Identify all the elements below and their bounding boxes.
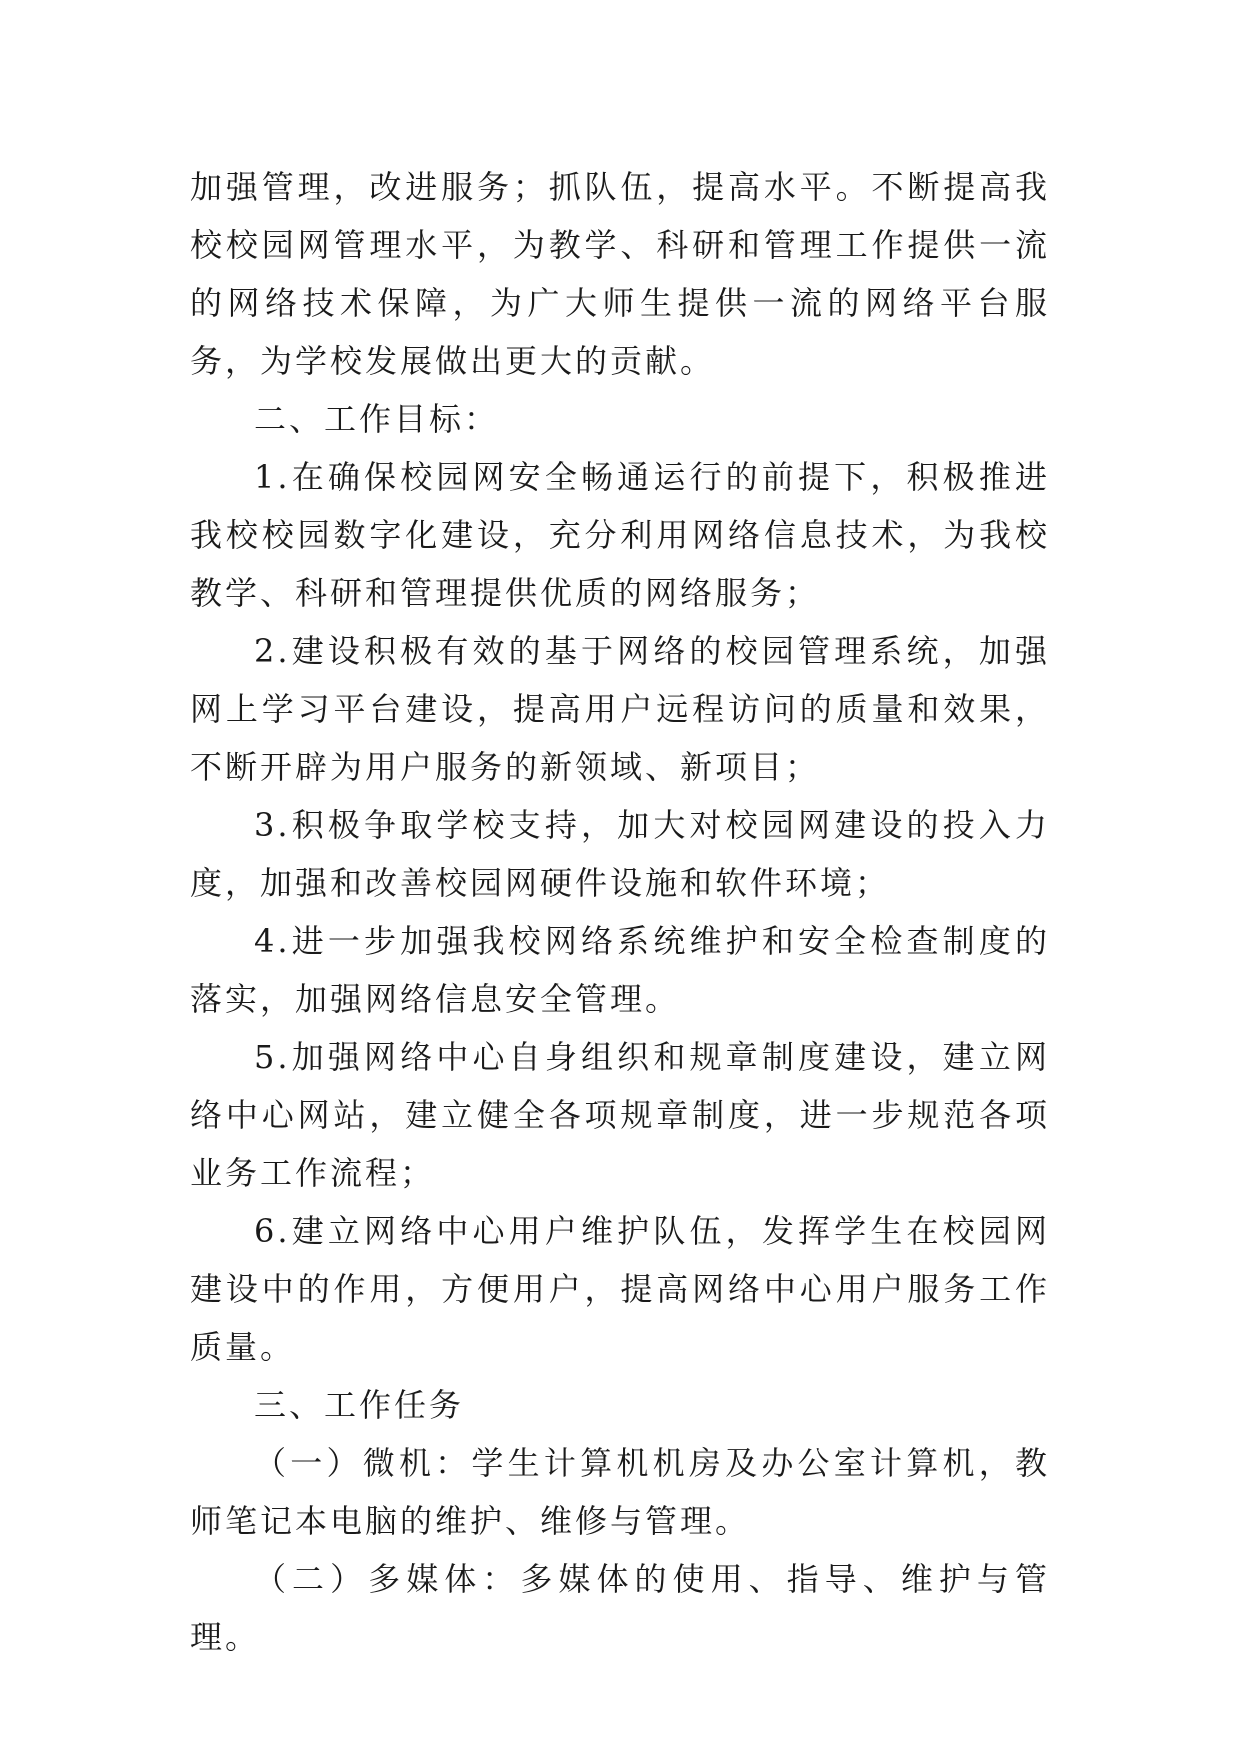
goal-item-1: 1.在确保校园网安全畅通运行的前提下，积极推进我校校园数字化建设，充分利用网络信息技术，为我校教学、科研和管理提供优质的网络服务； [190, 458, 1050, 612]
goal-item-3: 3.积极争取学校支持，加大对校园网建设的投入力度，加强和改善校园网硬件设施和软件环境； [190, 806, 1050, 902]
intro-paragraph: 加强管理，改进服务；抓队伍，提高水平。不断提高我校校园网管理水平，为教学、科研和管理工作提供一流的网络技术保障，为广大师生提供一流的网络平台服务，为学校发展做出更大的贡献。 [190, 168, 1050, 380]
goal-item-2: 2.建设积极有效的基于网络的校园管理系统，加强网上学习平台建设，提高用户远程访问的质量和效果，不断开辟为用户服务的新领域、新项目； [190, 632, 1050, 786]
task-item-1: （一）微机：学生计算机机房及办公室计算机，教师笔记本电脑的维护、维修与管理。 [190, 1444, 1050, 1540]
goal-item-5: 5.加强网络中心自身组织和规章制度建设，建立网络中心网站，建立健全各项规章制度，进一步规范各项业务工作流程； [190, 1038, 1050, 1192]
section-heading-goals: 二、工作目标： [254, 400, 500, 438]
task-item-2: （二）多媒体：多媒体的使用、指导、维护与管理。 [190, 1560, 1050, 1656]
document-body [190, 158, 1050, 1666]
section-heading-tasks: 三、工作任务 [254, 1386, 465, 1424]
goal-item-6: 6.建立网络中心用户维护队伍，发挥学生在校园网建设中的作用，方便用户，提高网络中心用户服务工作质量。 [190, 1212, 1050, 1366]
goal-item-4: 4.进一步加强我校网络系统维护和安全检查制度的落实，加强网络信息安全管理。 [190, 922, 1050, 1018]
